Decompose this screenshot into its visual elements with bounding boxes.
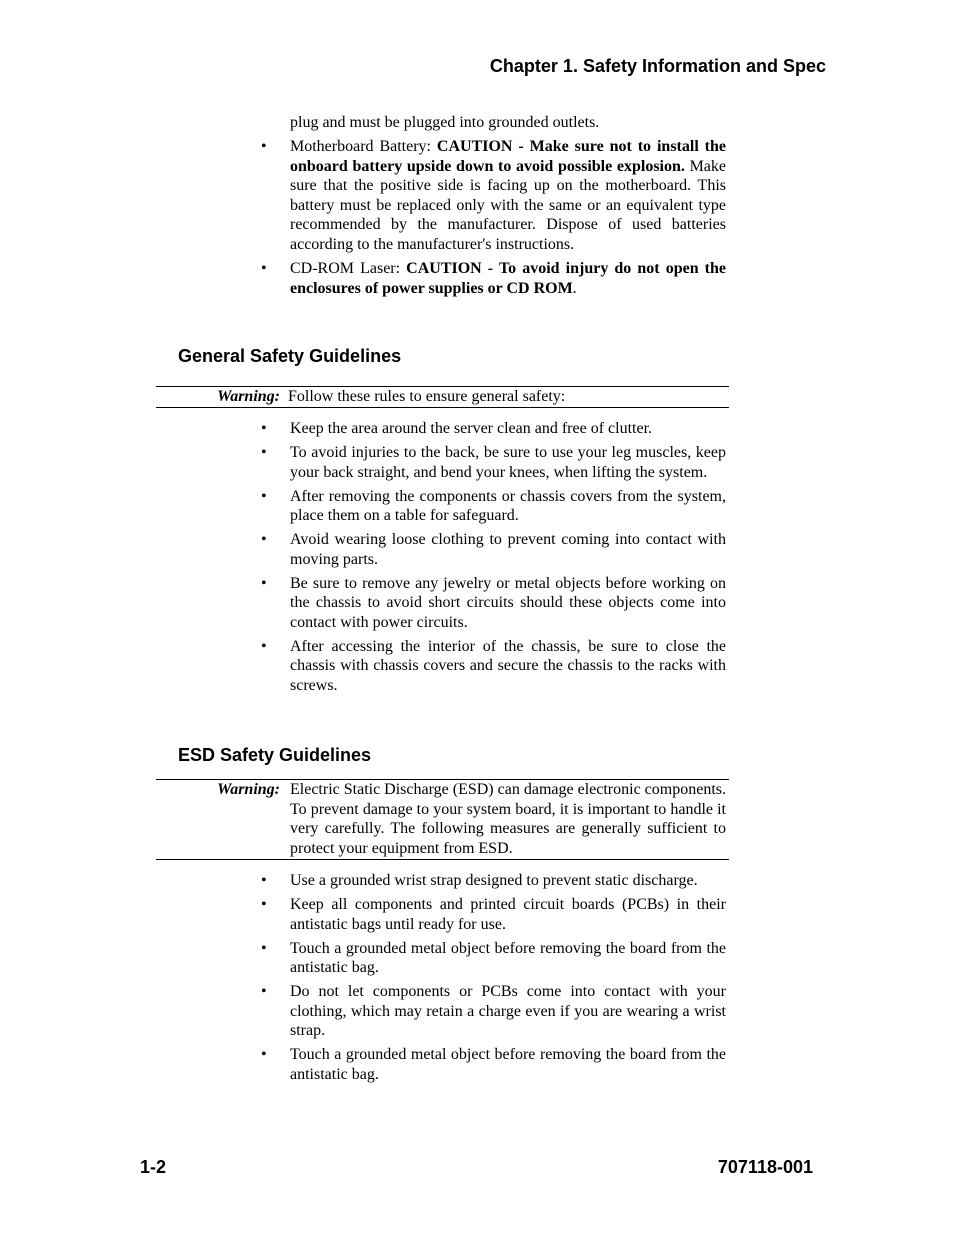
- bullet-glyph: •: [261, 420, 267, 437]
- bullet-glyph: •: [261, 574, 267, 592]
- battery-laser-list: [261, 137, 727, 303]
- continued-paragraph: plug and must be plugged into grounded outlets.: [290, 114, 600, 131]
- bullet-glyph: •: [261, 895, 267, 913]
- list-item: [261, 871, 726, 891]
- list-item: [261, 419, 726, 439]
- esd-safety-list: [261, 871, 726, 1089]
- list-item-text: Touch a grounded metal object before removing the board from the antistatic bag.: [290, 939, 726, 977]
- warning-text: Electric Static Discharge (ESD) can damage electronic components. To prevent damage to your system board, it is important to handle it very carefully. The following measures are generally sufficient to protect your equipment from ESD.: [290, 781, 726, 857]
- general-safety-list: [261, 419, 726, 700]
- page-number: 1-2: [140, 1157, 167, 1177]
- caution-separator: -: [512, 138, 530, 155]
- chapter-title: Chapter 1. Safety Information and Spec: [489, 56, 826, 76]
- list-item: [261, 982, 726, 1041]
- list-item-text: Use a grounded wrist strap designed to prevent static discharge.: [290, 872, 698, 889]
- list-item: [261, 1045, 726, 1084]
- general-safety-heading: General Safety Guidelines: [178, 346, 402, 366]
- caution-separator: -: [481, 259, 499, 277]
- caution-text: Make sure not to install the onboard battery upside down to avoid possible explosion.: [290, 138, 727, 175]
- list-item: [261, 443, 726, 482]
- warning-label: Warning:: [217, 781, 280, 798]
- list-item-text: Touch a grounded metal object before removing the board from the antistatic bag.: [290, 1046, 726, 1083]
- bullet-glyph: •: [261, 872, 267, 889]
- list-item-text: Avoid wearing loose clothing to prevent coming into contact with moving parts.: [290, 531, 726, 568]
- bullet-glyph: •: [261, 259, 267, 277]
- item-lead: CD-ROM Laser:: [290, 259, 407, 277]
- list-item-text: After removing the components or chassis covers from the system, place them on a table for safeguard.: [290, 487, 726, 525]
- list-item: [261, 487, 726, 526]
- document-number: 707118-001: [717, 1157, 813, 1177]
- esd-safety-heading: ESD Safety Guidelines: [178, 745, 372, 765]
- bullet-glyph: •: [261, 443, 267, 461]
- bullet-glyph: •: [261, 983, 267, 1001]
- list-item-motherboard-battery: [261, 137, 727, 255]
- warning-label: Warning:: [217, 388, 280, 405]
- item-lead: Motherboard Battery:: [290, 138, 437, 155]
- list-item: [261, 895, 726, 934]
- warning-text: Follow these rules to ensure general safety:: [288, 388, 566, 405]
- list-item-text: Keep all components and printed circuit boards (PCBs) in their antistatic bags until ready for use.: [290, 895, 726, 933]
- bullet-glyph: •: [261, 531, 267, 549]
- list-item-cdrom-laser: [261, 259, 727, 298]
- bullet-glyph: •: [261, 939, 267, 957]
- list-item: [261, 939, 726, 978]
- item-rest: Make sure that the positive side is facing up on the motherboard. This battery must be replaced only with the same or an equivalent type recommended by the manufacturer. Dispose of used batteries according to the manufacturer's instructions.: [290, 157, 726, 253]
- list-item-text: Be sure to remove any jewelry or metal objects before working on the chassis to avoid short circuits should these objects come into contact with power circuits.: [290, 574, 726, 631]
- caution-label: CAUTION: [406, 259, 482, 277]
- list-item: [261, 574, 726, 633]
- list-item-text: After accessing the interior of the chassis, be sure to close the chassis with chassis covers and secure the chassis to the racks with screws.: [290, 637, 726, 695]
- list-item-text: Keep the area around the server clean and free of clutter.: [290, 420, 653, 437]
- bullet-glyph: •: [261, 138, 267, 155]
- bullet-glyph: •: [261, 637, 267, 655]
- list-item-text: To avoid injuries to the back, be sure to use your leg muscles, keep your back straight, and bend your knees, when lifting the system.: [290, 443, 726, 481]
- list-item: [261, 530, 726, 569]
- bullet-glyph: •: [261, 1046, 267, 1064]
- list-item: [261, 637, 726, 696]
- esd-warning-box: [156, 779, 729, 860]
- general-warning-box: [156, 386, 729, 408]
- item-rest: .: [572, 279, 577, 297]
- list-item-text: Do not let components or PCBs come into contact with your clothing, which may retain a charge even if you are wearing a wrist strap.: [290, 983, 726, 1040]
- bullet-glyph: •: [261, 487, 267, 505]
- caution-text: To avoid injury do not open the enclosures of power supplies or CD ROM: [290, 259, 727, 297]
- caution-label: CAUTION: [436, 138, 513, 155]
